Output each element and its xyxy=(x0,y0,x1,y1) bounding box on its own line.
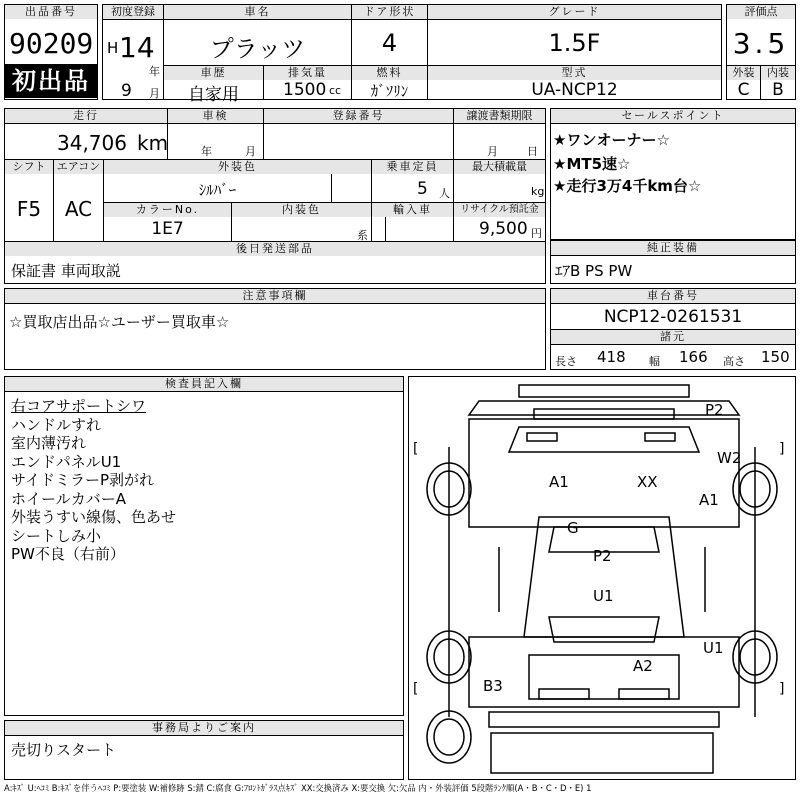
bracket-text: ] xyxy=(779,441,785,457)
chassis-label: 車台番号 xyxy=(551,289,795,303)
mark-p2-roof: P2 xyxy=(593,547,612,565)
height-label: 高さ xyxy=(723,355,745,368)
office-text: 売切りスタート xyxy=(11,741,117,759)
damage-diagram xyxy=(408,376,796,780)
caution-text: ☆買取店出品☆ユーザー買取車☆ xyxy=(9,313,230,331)
recycle-label: リサイクル預託金 xyxy=(454,203,545,217)
capacity: 5 xyxy=(417,179,428,199)
note-line: エンドパネルU1 xyxy=(11,452,122,471)
mark-a2: A2 xyxy=(633,657,653,675)
insp-month-unit: 月 xyxy=(245,145,256,158)
note-line: シートしみ小 xyxy=(11,526,102,545)
inspection-label: 車検 xyxy=(168,109,263,123)
equipment: ｴｱB PS PW xyxy=(555,262,633,280)
grade: 1.5F xyxy=(548,29,601,57)
model-label: 型式 xyxy=(428,66,721,80)
mark-g: G xyxy=(567,519,579,537)
accessories: 保証書 車両取説 xyxy=(11,262,121,280)
color-label: 外装色 xyxy=(104,160,371,174)
note-line: ホイールカバーA xyxy=(11,489,126,508)
sales-point-3: ★走行3万4千km台☆ xyxy=(553,177,702,195)
caution-label: 注意事項欄 xyxy=(5,289,545,303)
office-box xyxy=(4,720,404,780)
transfer-day-unit: 日 xyxy=(527,145,538,158)
mark-p2-top: P2 xyxy=(705,401,724,419)
mark-xx: XX xyxy=(637,473,658,491)
capacity-label: 乗車定員 xyxy=(372,160,453,174)
month-unit: 月 xyxy=(149,87,160,100)
reg-label: 初度登録 xyxy=(103,5,163,19)
note-line: 右コアサポートシワ xyxy=(11,397,147,415)
dims-label: 諸元 xyxy=(551,330,795,344)
recycle: 9,500 xyxy=(479,219,528,239)
colorno-label: カラーNo. xyxy=(104,203,231,217)
ac-label: エアコン xyxy=(54,160,103,174)
damage-marks xyxy=(483,401,741,695)
fuel-label: 燃料 xyxy=(352,66,427,80)
ext-grade: C xyxy=(737,80,750,100)
legend: A:ｷｽﾞ U:ﾍｺﾐ B:ｷｽﾞを伴うﾍｺﾐ P:要塗装 W:補修跡 S:錆 C:腐食 G:ﾌﾛﾝﾄｶﾞﾗｽ点ｷｽﾞ XX:交換済み X:要交換 欠:欠品 内・外装評価 5段階ﾗﾝｸ順(A・B・C・D・E) 1 xyxy=(4,783,592,793)
ext-label: 外装 xyxy=(727,66,760,80)
reg-month: 9 xyxy=(121,81,132,101)
mark-w2: W2 xyxy=(717,449,742,467)
insp-year-unit: 年 xyxy=(201,145,212,158)
first-listing-badge xyxy=(5,64,97,98)
import-label: 輸入車 xyxy=(372,203,453,217)
lot-number: 90209 xyxy=(9,27,94,60)
ac: AC xyxy=(64,197,93,221)
reg-year: 14 xyxy=(119,31,155,64)
car-outline xyxy=(449,385,755,773)
fuel: ｶﾞｿﾘﾝ xyxy=(370,82,409,100)
score-label: 評価点 xyxy=(727,5,795,19)
year-unit: 年 xyxy=(149,65,160,78)
inspector-label: 検査員記入欄 xyxy=(5,377,403,391)
bracket-text: [ xyxy=(413,441,419,457)
inspector-box xyxy=(4,376,404,716)
interior-unit: 系 xyxy=(357,229,368,242)
era: H xyxy=(107,39,119,57)
score: 3.5 xyxy=(732,27,790,60)
doors: 4 xyxy=(381,29,398,57)
equipment-box xyxy=(550,240,796,284)
int-grade: B xyxy=(772,80,784,100)
office-label: 事務局よりご案内 xyxy=(5,721,403,735)
width-label: 幅 xyxy=(649,355,660,368)
score-box xyxy=(726,4,796,100)
disp-unit: cc xyxy=(329,84,342,97)
bracket-text: [ xyxy=(413,681,419,697)
note-line: PW不良（右前） xyxy=(11,545,125,563)
transfer-month-unit: 月 xyxy=(487,145,498,158)
header-grid xyxy=(102,4,722,105)
color: ｼﾙﾊﾞｰ xyxy=(198,181,237,199)
note-line: 室内薄汚れ xyxy=(11,434,87,452)
length-label: 長さ xyxy=(555,355,577,368)
sales-label: セールスポイント xyxy=(551,109,795,123)
chassis-number: NCP12-0261531 xyxy=(603,307,743,327)
mileage: 34,706 xyxy=(57,131,127,155)
chassis-box xyxy=(550,288,796,370)
equipment-label: 純正装備 xyxy=(551,241,795,255)
note-line: サイドミラーP剥がれ xyxy=(11,471,154,489)
shift-label: シフト xyxy=(5,160,53,174)
mark-u1-roof: U1 xyxy=(593,587,614,605)
badge-text: 初出品 xyxy=(12,67,90,95)
caution-box xyxy=(4,288,546,370)
sales-point-1: ★ワンオーナー☆ xyxy=(553,131,670,149)
int-label: 内装 xyxy=(761,66,795,80)
disp-label: 排気量 xyxy=(264,66,351,80)
grade-label: グレード xyxy=(428,5,721,19)
shift: F5 xyxy=(16,197,42,221)
interior-label: 内装色 xyxy=(232,203,371,217)
sales-point-2: ★MT5速☆ xyxy=(553,155,631,173)
accessories-label: 後日発送部品 xyxy=(5,242,545,256)
car-diagram-svg xyxy=(409,377,795,779)
displacement: 1500 xyxy=(283,80,327,100)
width: 166 xyxy=(679,348,708,366)
length: 418 xyxy=(597,348,626,366)
bracket-text: ] xyxy=(779,681,785,697)
details-grid xyxy=(4,108,546,284)
car-name: プラッツ xyxy=(209,35,306,63)
height: 150 xyxy=(761,348,790,366)
load-unit: kg xyxy=(531,185,545,198)
transfer-label: 譲渡書類期限 xyxy=(454,109,545,123)
note-line: ハンドルすれ xyxy=(11,415,102,434)
history: 自家用 xyxy=(188,85,239,105)
note-line: 外装うすい線傷、色あせ xyxy=(11,508,177,526)
capacity-unit: 人 xyxy=(439,187,450,200)
mark-u1-right: U1 xyxy=(703,639,724,657)
inspector-notes xyxy=(11,397,176,564)
mark-a1-right: A1 xyxy=(699,491,719,509)
load-label: 最大積載量 xyxy=(454,160,545,174)
mark-a1-hood: A1 xyxy=(549,473,569,491)
name-label: 車名 xyxy=(164,5,351,19)
door-label: ドア形状 xyxy=(352,5,427,19)
mark-b3: B3 xyxy=(483,677,503,695)
history-label: 車歴 xyxy=(164,66,263,80)
mileage-unit: km xyxy=(137,131,169,155)
plate-label: 登録番号 xyxy=(264,109,453,123)
wheels xyxy=(427,463,777,763)
mileage-label: 走行 xyxy=(5,109,167,123)
lot-label: 出品番号 xyxy=(5,5,97,19)
model: UA-NCP12 xyxy=(531,80,618,100)
colorno: 1E7 xyxy=(151,219,184,239)
recycle-unit: 円 xyxy=(531,227,542,240)
sales-box xyxy=(550,108,796,240)
